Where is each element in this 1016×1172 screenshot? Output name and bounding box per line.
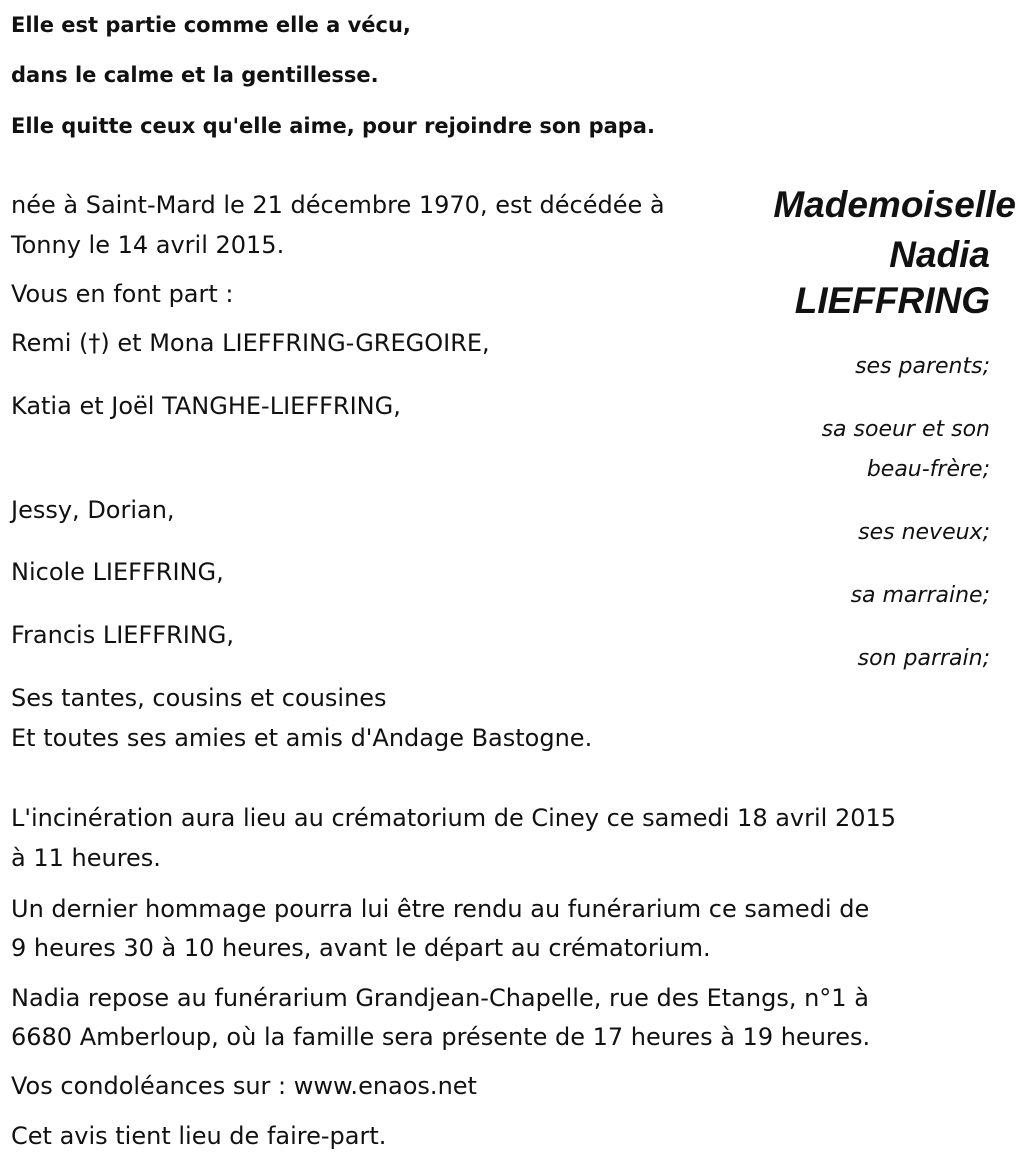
role-parents: ses parents; <box>855 354 990 379</box>
deceased-last-name: LIEFFRING <box>794 280 990 321</box>
role-sister-line-1: sa soeur et son <box>821 417 990 442</box>
announce-text: Vous en font part : <box>11 280 234 308</box>
role-sister-line-2: beau-frère; <box>866 457 990 482</box>
family-nephews: Jessy, Dorian, <box>11 496 175 524</box>
family-godmother: Nicole LIEFFRING, <box>11 558 224 586</box>
cremation-line-2: à 11 heures. <box>11 844 161 872</box>
role-godmother: sa marraine; <box>850 583 990 608</box>
intro-line-2: dans le calme et la gentillesse. <box>11 63 379 87</box>
role-nephews: ses neveux; <box>858 520 990 545</box>
role-godfather: son parrain; <box>857 646 990 671</box>
intro-line-3: Elle quitte ceux qu'elle aime, pour rejoindre son papa. <box>11 114 655 138</box>
deceased-title: Mademoiselle <box>773 184 1016 225</box>
extended-line-2: Et toutes ses amies et amis d'Andage Bastogne. <box>11 724 593 752</box>
rest-line-2: 6680 Amberloup, où la famille sera présente de 17 heures à 19 heures. <box>11 1023 871 1051</box>
tribute-line-1: Un dernier hommage pourra lui être rendu au funérarium ce samedi de <box>11 895 870 923</box>
deceased-first-name: Nadia <box>889 234 990 275</box>
cremation-line-1: L'incinération aura lieu au crématorium de Ciney ce samedi 18 avril 2015 <box>11 804 897 832</box>
extended-line-1: Ses tantes, cousins et cousines <box>11 684 387 712</box>
family-godfather: Francis LIEFFRING, <box>11 621 234 649</box>
family-parents: Remi (†) et Mona LIEFFRING-GREGOIRE, <box>11 329 490 357</box>
tribute-line-2: 9 heures 30 à 10 heures, avant le départ au crématorium. <box>11 934 711 962</box>
rest-line-1: Nadia repose au funérarium Grandjean-Chapelle, rue des Etangs, n°1 à <box>11 984 869 1012</box>
closing-text: Cet avis tient lieu de faire-part. <box>11 1122 387 1150</box>
birth-death-line-2: Tonny le 14 avril 2015. <box>11 231 285 259</box>
intro-line-1: Elle est partie comme elle a vécu, <box>11 13 411 37</box>
birth-death-line-1: née à Saint-Mard le 21 décembre 1970, est décédée à <box>11 191 665 219</box>
family-sister: Katia et Joël TANGHE-LIEFFRING, <box>11 392 401 420</box>
condolences-text: Vos condoléances sur : www.enaos.net <box>11 1072 477 1100</box>
